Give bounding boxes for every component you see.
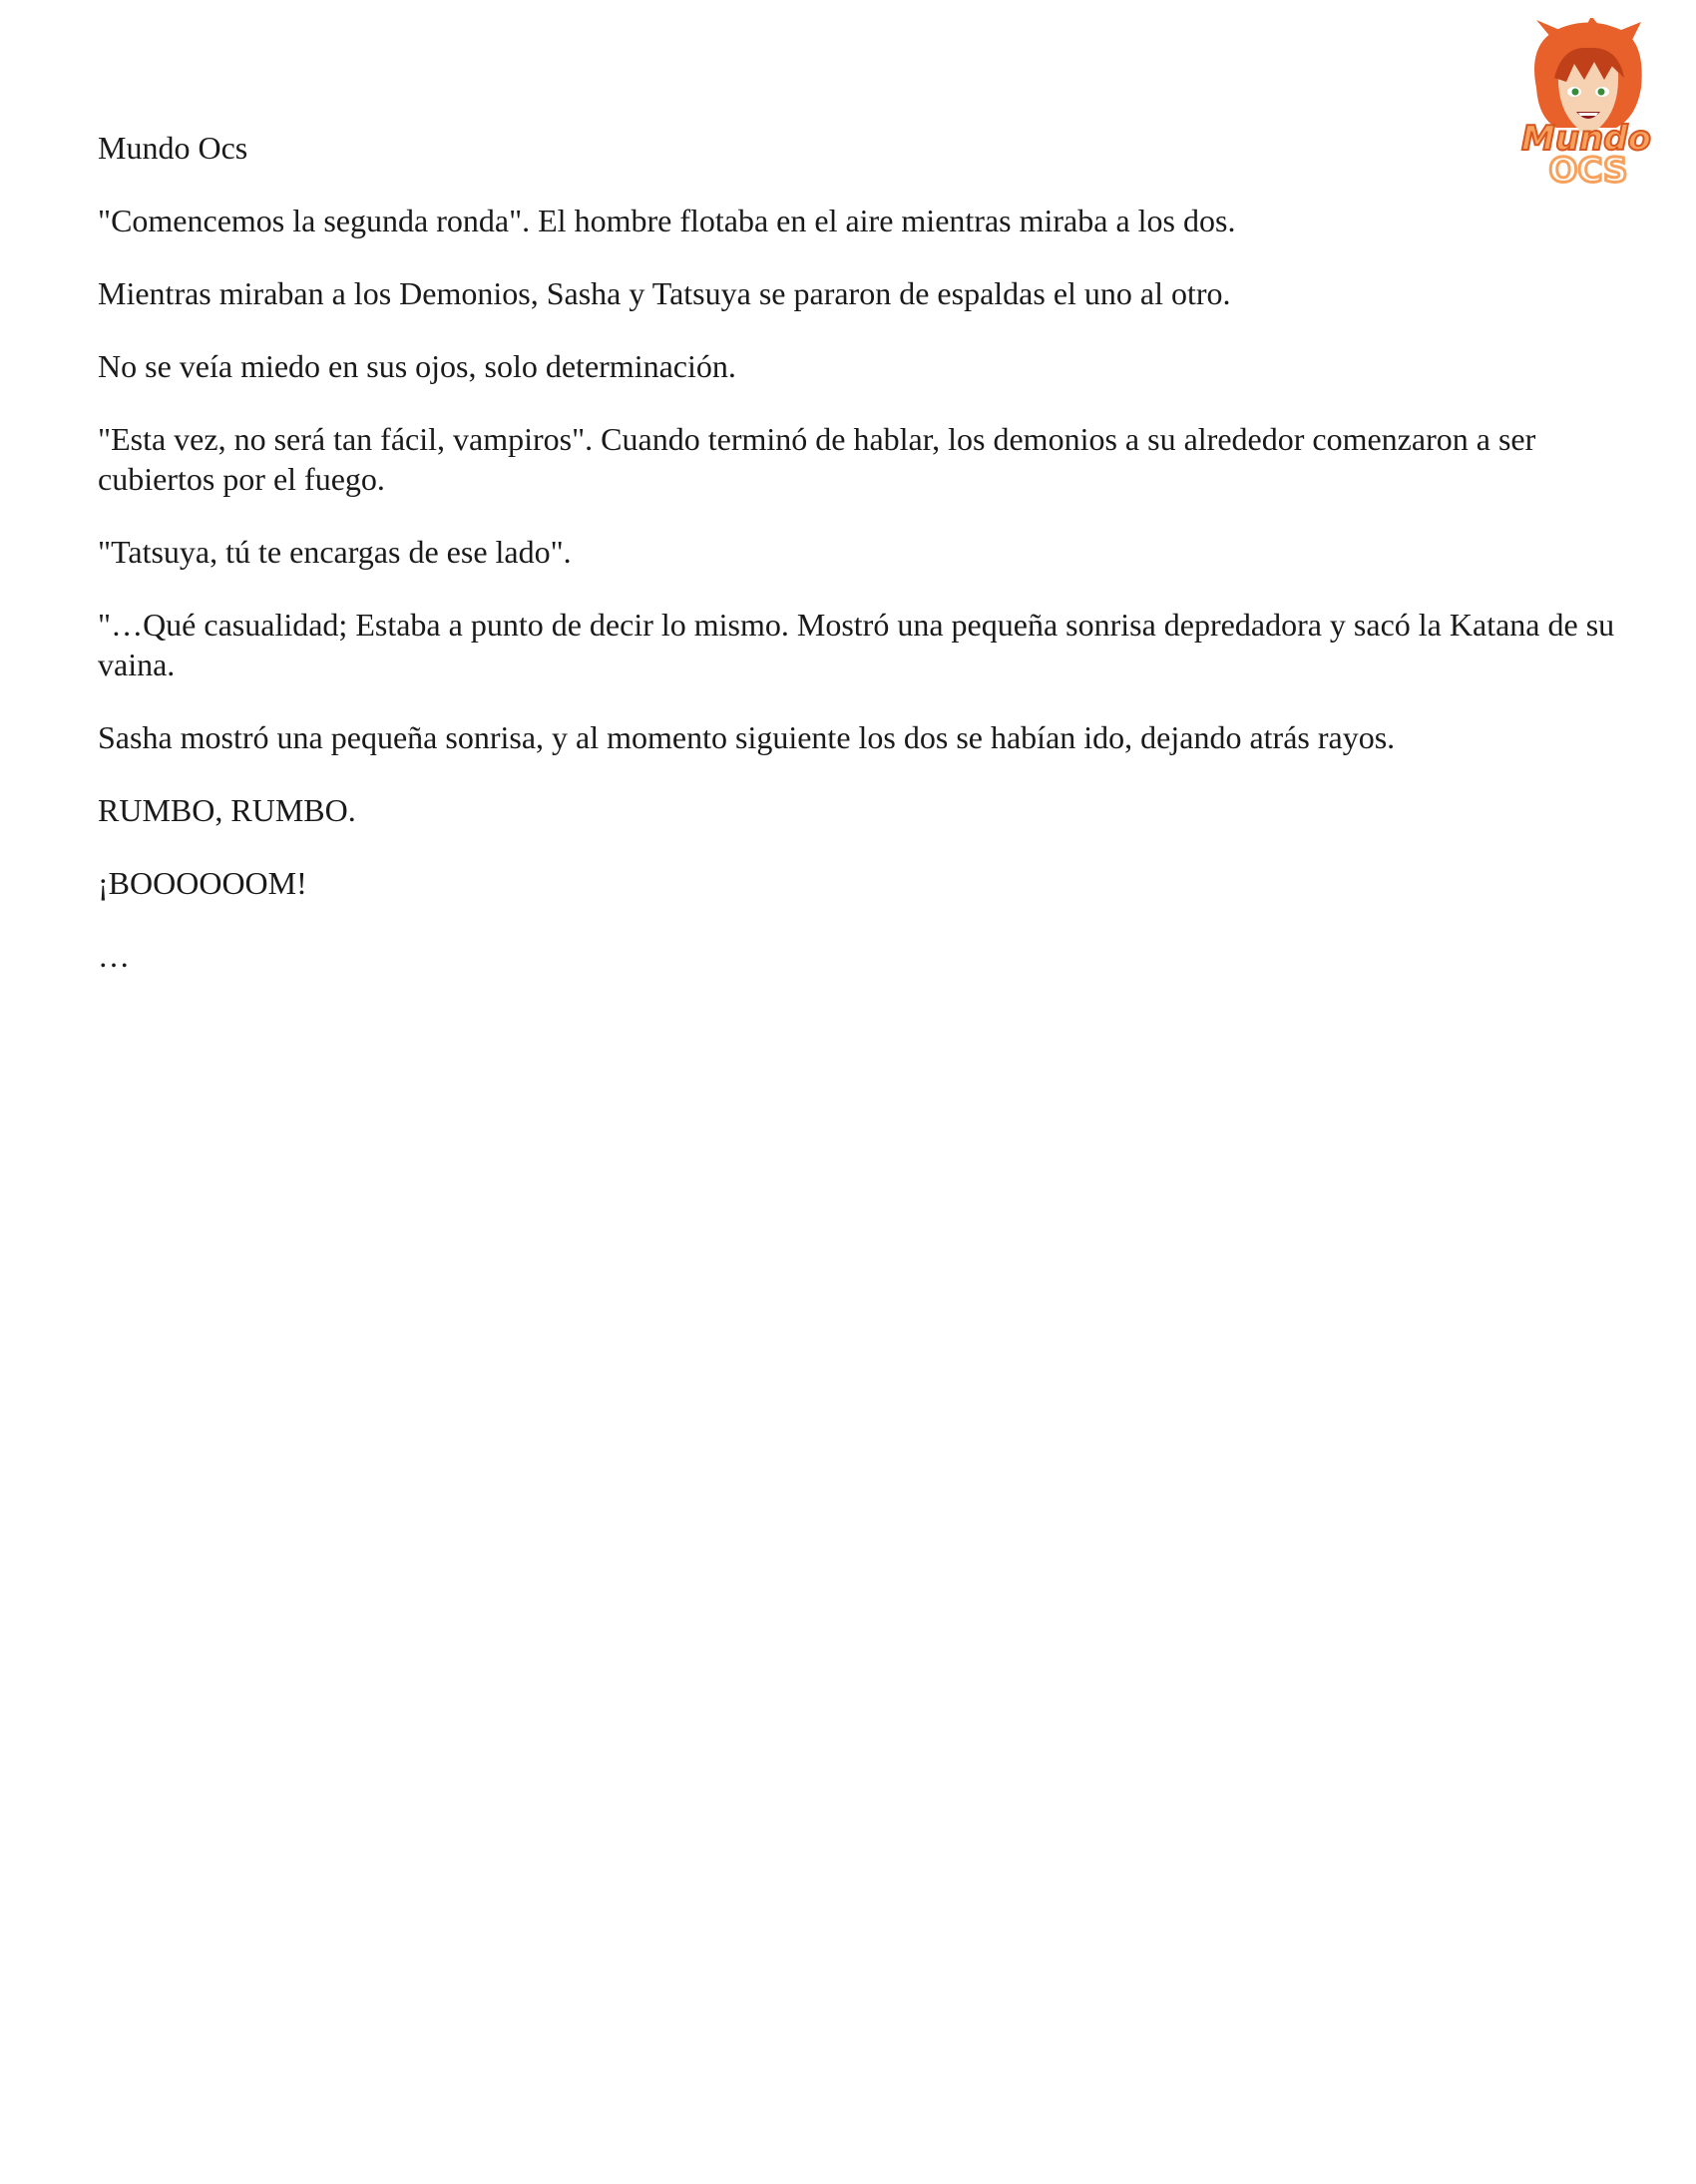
svg-text:Mundo: Mundo: [1521, 119, 1651, 159]
document-body: [98, 128, 1624, 1009]
paragraph: "Comencemos la segunda ronda". El hombre flotaba en el aire mientras miraba a los dos.: [98, 203, 1236, 238]
heading-paragraph: Mundo Ocs: [98, 130, 248, 166]
paragraph: ¡BOOOOOOM!: [98, 865, 307, 901]
paragraph: "…Qué casualidad; Estaba a punto de decir lo mismo. Mostró una pequeña sonrisa depredadora y sacó la Katana de su vaina.: [98, 607, 1615, 682]
paragraph: …: [98, 938, 130, 974]
paragraph: RUMBO, RUMBO.: [98, 792, 356, 828]
paragraph: No se veía miedo en sus ojos, solo determinación.: [98, 348, 736, 384]
paragraph: "Tatsuya, tú te encargas de ese lado".: [98, 534, 572, 570]
paragraph: Sasha mostró una pequeña sonrisa, y al momento siguiente los dos se habían ido, dejando atrás rayos.: [98, 719, 1396, 755]
paragraph: "Esta vez, no será tan fácil, vampiros". Cuando terminó de hablar, los demonios a su alrededor comenzaron a ser cubiertos por el fuego.: [98, 421, 1536, 497]
paragraph: Mientras miraban a los Demonios, Sasha y Tatsuya se pararon de espaldas el uno al otro.: [98, 275, 1231, 311]
svg-text:OCS: OCS: [1548, 151, 1628, 188]
